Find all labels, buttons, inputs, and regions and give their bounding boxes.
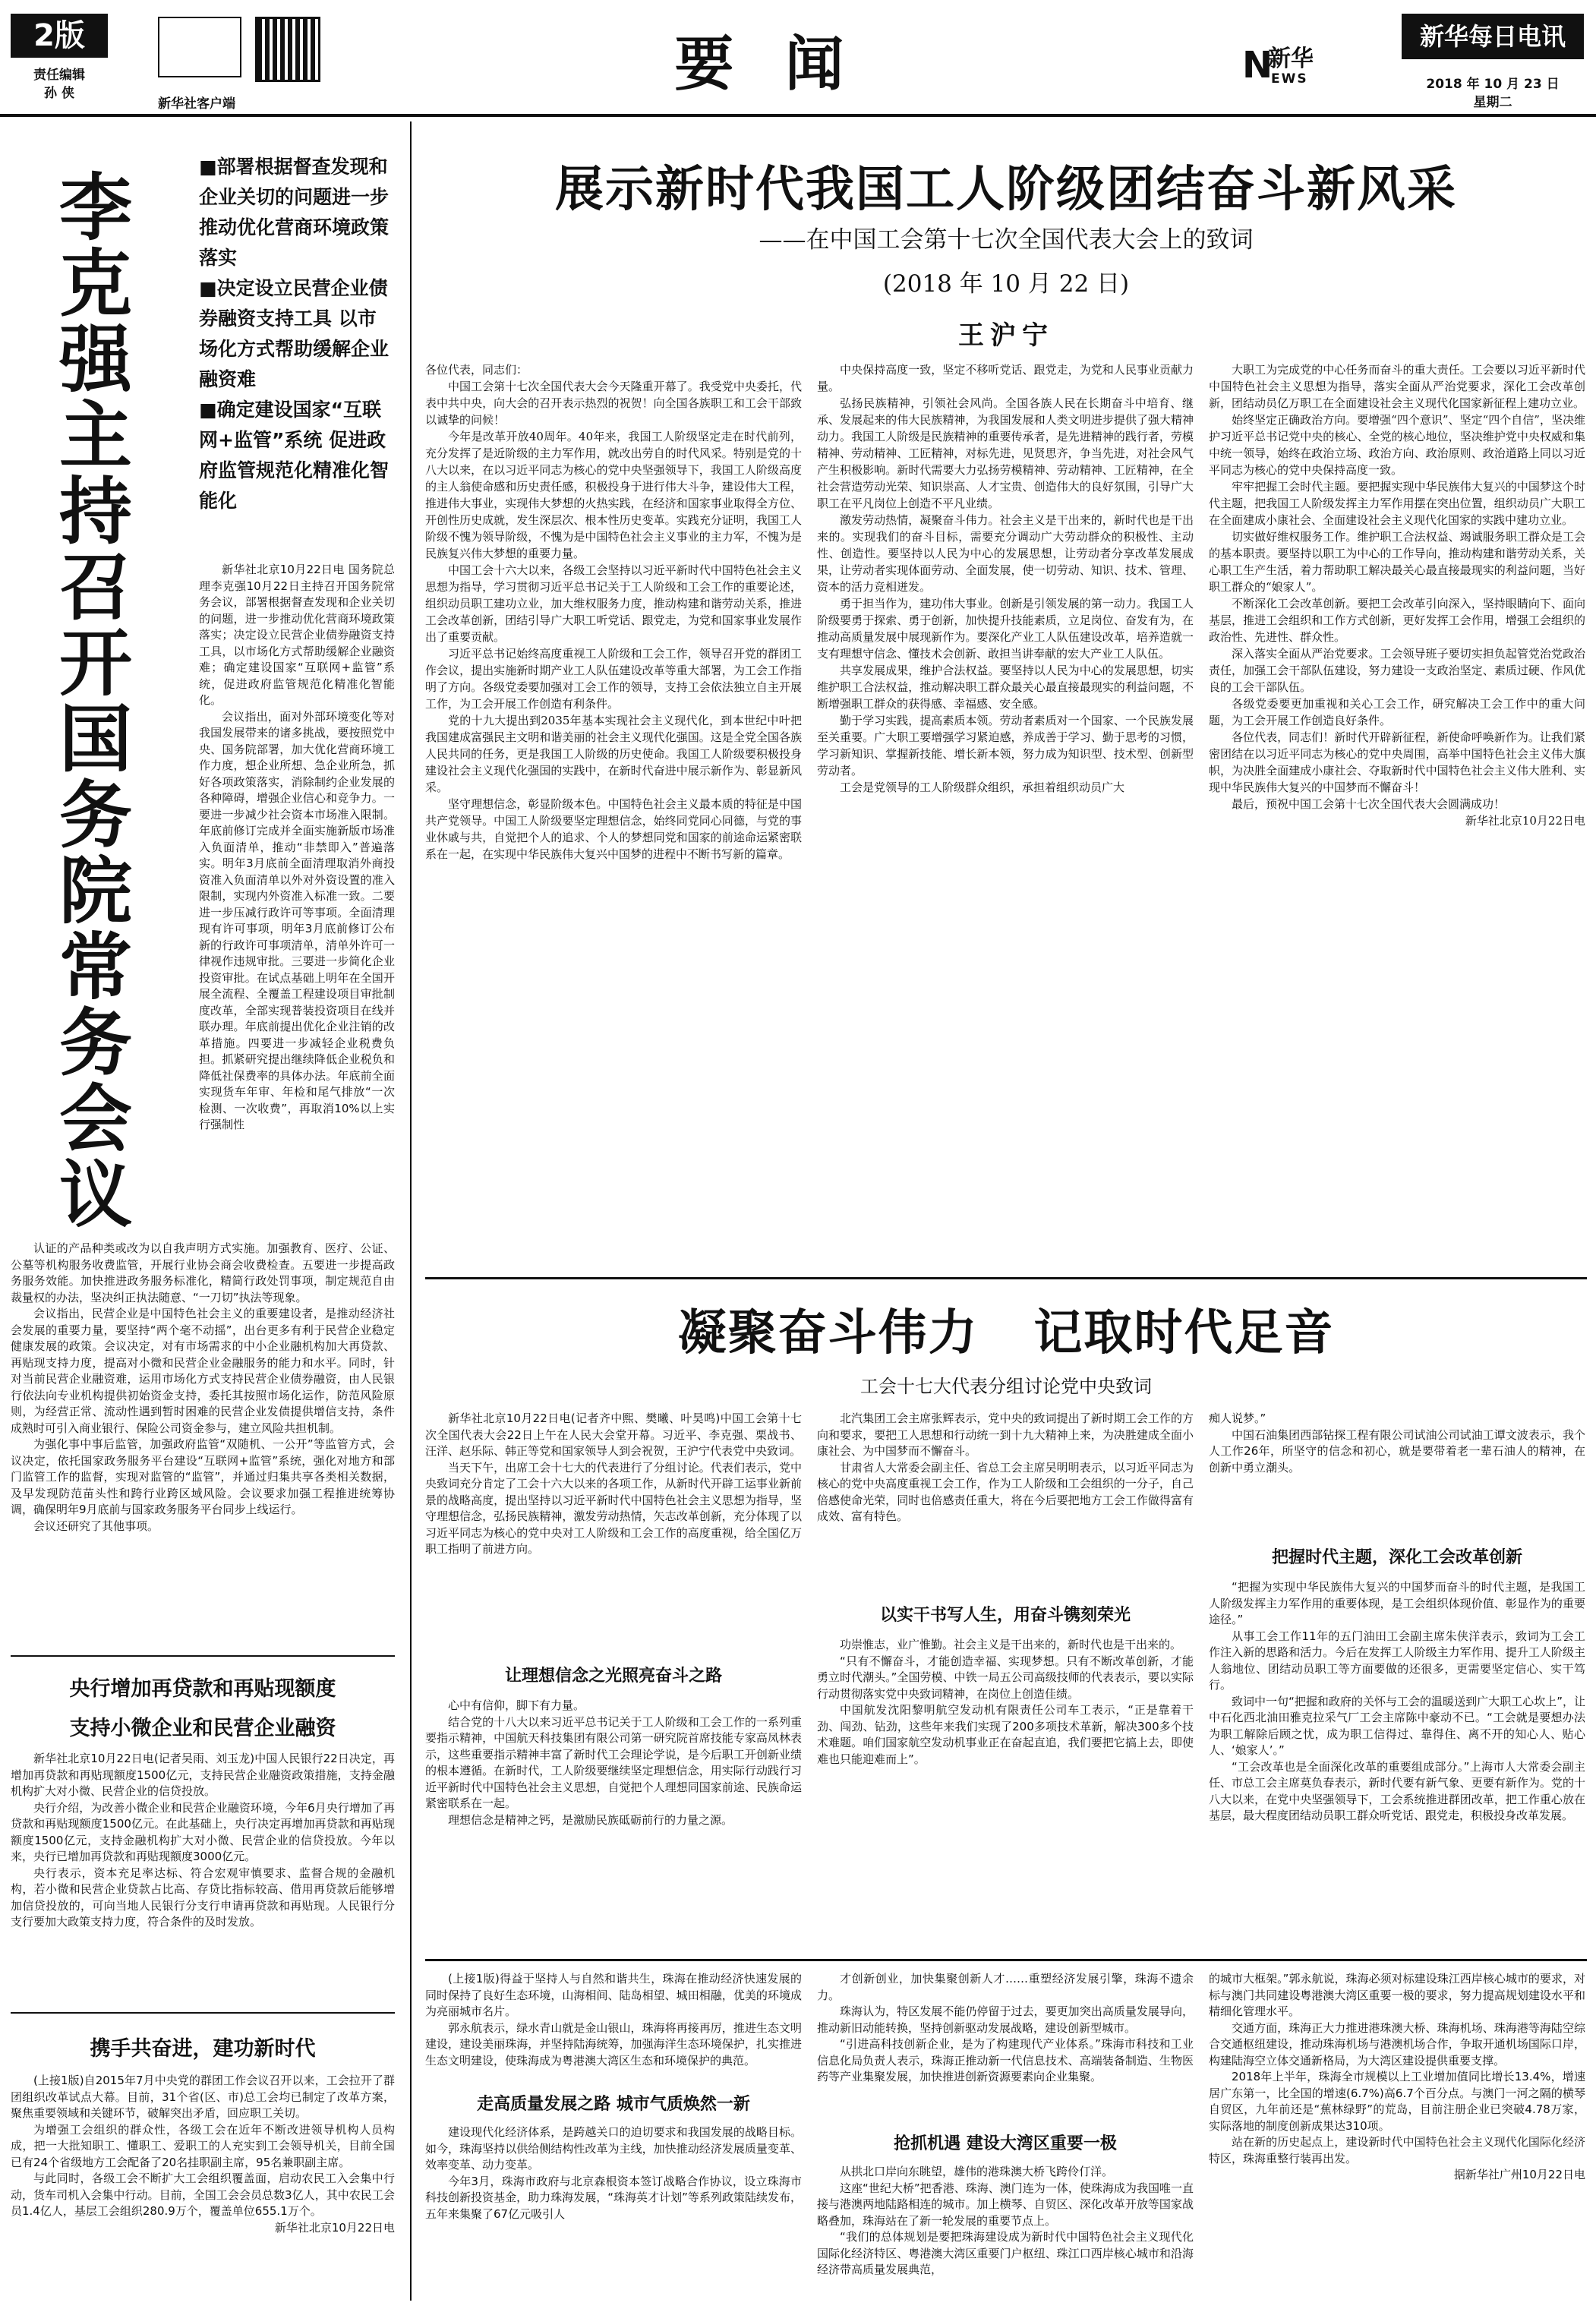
speech-c2-p3: 激发劳动热情，凝聚奋斗伟力。社会主义是干出来的，新时代也是干出来的。实现我们的奋斗目标，需要充分调动广大劳动群众的积极性、主动性、创造性。要坚持以人民为中心的发展思想，让劳动者分享改革发展成果，让劳动者实现体面劳动、全面发展，使一切劳动、知识、技术、管理、资本的活力竞相迸发。 [817,513,1194,594]
section-title: 要 闻 [674,30,860,99]
speech-c1-p7: 坚守理想信念，彰显阶级本色。中国特色社会主义最本质的特征是中国共产党领导。中国工人阶级要坚定理想信念，始终同党同心同德，与党的事业休戚与共，自觉把个人的追求、个人的梦想同党和国家的前途命运紧密联系在一起，在实现中华民族伟大复兴中国梦的进程中不断书写新的篇章。 [425,797,802,861]
speech-rule [425,1277,1587,1279]
editor-label: 责任编辑 [33,68,85,83]
speech-c3-p3: 牢牢把握工会时代主题。要把握实现中华民族伟大复兴的中国梦这个时代主题，把我国工人阶级发挥主力军作用摆在突出位置，组织动员广大职工在全面建成小康社会、全面建设社会主义现代化国家的实践中建功立业。 [1209,480,1585,527]
condense-c3b-p1: “把握为实现中华民族伟大复兴的中国梦而奋斗的时代主题，是我国工人阶级发挥主力军作用的重要体现，是工会组织体现价值、彰显作为的重要途径。” [1209,1580,1585,1626]
zhuhai-c2b-p3: “我们的总体规划是要把珠海建设成为新时代中国特色社会主义现代化国际化经济特区、粤港澳大湾区重要门户枢纽、珠江口西岸核心城市和沿海经济带高质量发展典范， [817,2230,1194,2276]
page-number: 2版 [33,18,85,53]
speech-subtitle: ——在中国工会第十七次全国代表大会上的致词 [759,226,1254,254]
condense-c3-p2: 中国石油集团西部钻探工程有限公司试油公司试油工谭文波表示，我个人工作26年，所坚守的信念和初心，就是要带着老一辈石油人的精神，在创新中勇立潮头。 [1209,1427,1585,1475]
loans-title-2: 支持小微企业和民营企业融资 [69,1717,336,1740]
loans-paragraph-3: 央行表示，资本充足率达标、符合宏观审慎要求、监督合规的金融机构，若小微和民营企业贷款占比高、存贷比指标较高、借用再贷款后能够增加信贷投放的，可向当地人民银行分支行申请再贷款和再贴现。人民银行分支行要加大政策支持力度，符合条件的及时发放。 [11,1866,395,1929]
issue-date: 2018 年 10 月 23 日 [1426,77,1560,92]
loans-paragraph-2: 央行介绍，为改善小微企业和民营企业融资环境，今年6月央行增加了再贷款和再贴现额度1500亿元。在此基础上，央行决定再增加再贷款和再贴现额度1500亿元，支持金融机构扩大对小微、民营企业的信贷投放。今年以来，央行已增加再贷款和再贴现额度3000亿元。 [11,1800,395,1863]
speech-c3-p5: 不断深化工会改革创新。要把工会改革引向深入，坚持眼睛向下、面向基层，推进工会组织和工作方式创新，更好发挥工会作用，增强工会组织的政治性、先进性、群众性。 [1209,597,1585,644]
condense-c1-p2: 当天下午，出席工会十七大的代表进行了分组讨论。代表们表示，党中央致词充分肯定了工会十六大以来的各项工作，从新时代开辟工运事业新前景的战略高度，提出坚持以习近平新时代中国特色社会主义思想为指导，坚守理想信念，弘扬民族精神，激发劳动热情，矢志改革创新，充分体现了以习近平同志为核心的党中央对工人阶级和工会工作的高度重视，给全国亿万职工指明了前进方向。 [425,1460,802,1556]
li-body-narrow [199,562,395,1238]
speech-c3-p7: 各级党委要更加重视和关心工会工作，研究解决工会工作中的重大问题，为工会开展工作创造良好条件。 [1209,697,1585,727]
li-paragraph-2: 会议指出，面对外部环境变化等对我国发展带来的诸多挑战，要按照党中央、国务院部署，加大优化营商环境工作力度，想企业所想、急企业所急，抓好各项政策落实，消除制约企业发展的各种障碍，增强企业信心和竞争力。一要进一步减少社会资本市场准入限制。年底前修订完成并全面实施新版市场准入负面清单，推动“非禁即入”普遍落实。明年3月底前全面清理取消外商投资准入负面清单以外对外资设置的准入限制，实现内外资准入标准一致。二要进一步压减行政许可等事项。全面清理现有许可事项，明年3月底前修订公布新的行政许可事项清单，清单外许可一律视作违规审批。三要进一步简化企业投资审批。在试点基础上明年在全国开展全流程、全覆盖工程建设项目审批制度改革，全部实现普装投资项目在线并联办理。年底前提出优化企业注销的改革措施。四要进一步减轻企业税费负担。抓紧研究提出继续降低企业税负和降低社保费率的具体办法。年底前全面实现货车年审、年检和尾气排放“一次检测、一次收费”，再取消10%以上实行强制性 [199,709,395,1131]
hand-paragraph-3: 与此同时，各级工会不断扩大工会组织覆盖面，启动农民工入会集中行动，货车司机入会集中行动。目前，全国工会会员总数3亿人，其中农民工会员1.4亿人，基层工会组织280.9万个，覆盖单位655.1万个。 [11,2172,395,2218]
speech-c1-p2: 中国工会第十七次全国代表大会今天隆重开幕了。我受党中央委托，代表中共中央，向大会的召开表示热烈的祝贺！向全国各族职工和工会干部致以诚挚的问候！ [425,380,802,427]
speech-c2-p7: 工会是党领导的工人阶级群众组织，承担着组织动员广大 [840,781,1125,794]
li-title: 李克强主持召开国务院常务会议 [59,165,132,1238]
issue-weekday: 星期二 [1473,95,1512,110]
column-divider [410,121,412,2301]
masthead [0,0,1596,121]
condense-c2-p1: 北汽集团工会主席张辉表示，党中央的致词提出了新时期工会工作的方向和要求，要把工人思想和行动统一到十九大精神上来，为决胜建成全面小康社会、为中国梦而不懈奋斗。 [817,1411,1194,1458]
condense-c1b-p1: 心中有信仰，脚下有力量。 [448,1699,585,1712]
hand-paragraph-1: (上接1版)自2015年7月中央党的群团工作会议召开以来，工会拉开了群团组织改革试点大幕。目前，31个省(区、市)总工会均已制定了改革方案，聚焦重要领域和关键环节，破解突出矛盾，回应职工关切。 [11,2074,395,2120]
speech-title: 展示新时代我国工人阶级团结奋斗新风采 [555,161,1457,218]
zhuhai-c1-p2: 郭永航表示，绿水青山就是金山银山，珠海将再接再厉，推进生态文明建设，建设美丽珠海，并坚持陆海统筹，加强海洋生态环境保护，扎实推进生态文明建设，使珠海成为粤港澳大湾区生态和环境保护的典范。 [425,2020,802,2068]
zhuhai-c1-p1: (上接1版)得益于坚持人与自然和谐共生，珠海在推动经济快速发展的同时保持了良好生态环境，山海相间、陆岛相望、城田相融，优美的环境成为亮丽城市名片。 [425,1972,802,2018]
zhuhai-c1b-p1: 建设现代化经济体系，是跨越关口的迫切要求和我国发展的战略目标。如今，珠海坚持以供给侧结构性改革为主线，加快推动经济发展质量变革、效率变革、动力变革。 [425,2125,802,2172]
speech-c2-p5: 共享发展成果，维护合法权益。要坚持以人民为中心的发展思想，切实维护职工合法权益，推动解决职工群众最关心最直接最现实的利益问题，不断增强职工群众的获得感、幸福感、安全感。 [817,664,1194,711]
condense-c1-p1: 新华社北京10月22日电(记者齐中熙、樊曦、叶昊鸣)中国工会第十七次全国代表大会22日上午在人民大会堂开幕。习近平、李克强、栗战书、汪洋、赵乐际、韩正等党和国家领导人到会祝贺，王沪宁代表党中央致词。 [425,1411,802,1458]
condense-c1b-p3: 理想信念是精神之钙，是激励民族砥砺前行的力量之源。 [448,1812,733,1827]
li-paragraph-6: 会议还研究了其他事项。 [33,1519,159,1533]
speech-c3-p4: 切实做好维权服务工作。维护职工合法权益、竭诚服务职工群众是工会的基本职责。要坚持以职工为中心的工作导向，推动构建和谐劳动关系，关心职工生产生活，着力帮助职工解决最关心最直接最现实的利益问题，当好职工群众的“娘家人”。 [1209,530,1585,594]
speech-column-3 [1209,361,1585,1265]
hand-dateline: 新华社北京10月22日电 [274,2220,395,2235]
li-paragraph-1: 新华社北京10月22日电 国务院总理李克强10月22日主持召开国务院常务会议，部署根据督查发现和企业关切的问题，进一步推动优化营商环境政策落实；决定设立民营企业债券融资支持工具，以市场化方式帮助缓解企业融资难；确定建设国家“互联网+监管”系统，促进政府监管规范化精准化智能化。 [199,563,395,707]
condense-column-1b [425,1698,802,1948]
condense-c1b-p2: 结合党的十八大以来习近平总书记关于工人阶级和工会工作的一系列重要指示精神，中国航天科技集团有限公司第一研究院首席技能专家高凤林表示，这些重要指示精神丰富了新时代工会理论学说，是今后职工开创新业绩的根本遵循。在新时代，工人阶级要继续坚定理想信念，用实际行动践行习近平新时代中国特色社会主义思想，自觉把个人理想同国家前途、民族命运紧密联系在一起。 [425,1714,802,1810]
xinhua-logo [158,17,241,77]
masthead-rule [0,114,1596,117]
condense-column-3b [1209,1579,1585,1948]
loans-paragraph-1: 新华社北京10月22日电(记者吴雨、刘玉龙)中国人民银行22日决定，再增加再贷款和再贴现额度1500亿元，支持民营企业融资政策措施，支持金融机构扩大对小微、民营企业的信贷投放。 [11,1752,395,1798]
zhuhai-c2-p2: 珠海认为，特区发展不能仍停留于过去，要更加突出高质量发展导向，推动新旧动能转换，坚持创新驱动发展战略，建设创新型城市。 [817,2004,1194,2035]
page-number-box [11,14,108,58]
condense-column-2b [817,1637,1194,1948]
left-rule-2 [11,2012,395,2014]
zhuhai-c1b-p2: 今年3月，珠海市政府与北京森根资本签订战略合作协议，设立珠海市科技创新投资基金，助力珠海发展，“珠海英才计划”等系列政策陆续发布，五年来集聚了67亿元吸引人 [425,2174,802,2221]
li-paragraph-4: 会议指出，民营企业是中国特色社会主义的重要建设者，是推动经济社会发展的重要力量，要坚持“两个毫不动摇”，出台更多有利于民营企业稳定健康发展的政策。会议决定，对有市场需求的中小企业融机构加大再贷款、再贴现支持力度，提高对小微和民营企业金融服务的能力和水平。同时，针对当前民营企业融资难，运用市场化方式支持民营企业债券融资，由人民银行依法向专业机构提供初始资金支持，委托其按照市场化运作，防范风险原则，为经营正常、流动性遇到暂时困难的民营企业发债提供增信支持，条件成熟时可引入商业银行、保险公司资金参与，建立风险共担机制。 [11,1307,395,1435]
speech-c2-p2: 弘扬民族精神，引领社会风尚。全国各族人民在长期奋斗中培育、继承、发展起来的伟大民族精神，为我国发展和人类文明进步提供了强大精神动力。我国工人阶级是民族精神的重要传承者，是先进精神的践行者，劳模精神、劳动精神、工匠精神，对标先进，见贤思齐，争当先进，对社会风气产生积极影响。新时代需要大力弘扬劳模精神、劳动精神、工匠精神，在全社会营造劳动光荣、知识崇高、人才宝贵、创造伟大的良好氛围，引导广大职工在平凡岗位上创造不平凡业绩。 [817,396,1194,510]
condense-c3b-p4: “工会改革也是全面深化改革的重要组成部分。”上海市人大常委会副主任、市总工会主席莫负春表示，新时代要有新气象、更要有新作为。党的十八大以来，在党中央坚强领导下，工会系统推进群团改革，把工作重心放在基层，最大程度团结动员职工群众听党话、跟党走，积极投身改革发展。 [1209,1759,1585,1822]
speech-date: (2018 年 10 月 22 日) [882,270,1130,298]
zhuhai-c2-p3: “引进高科技创新企业，是为了构建现代产业体系。”珠海市科技和工业信息化局负责人表示，珠海正推动新一代信息技术、高端装备制造、生物医药等产业集聚发展，加快推进创新资源要素向企业集聚。 [817,2037,1194,2083]
zhuhai-c3-p4: 站在新的历史起点上，建设新时代中国特色社会主义现代化国际化经济特区，珠海重整行装再出发。 [1209,2135,1585,2165]
zhuhai-column-1 [425,1971,802,2085]
speech-c2-p1: 中央保持高度一致，坚定不移听党话、跟党走，为党和人民事业贡献力量。 [817,363,1194,393]
speech-c1-p4: 中国工会十六大以来，各级工会坚持以习近平新时代中国特色社会主义思想为指导，学习贯彻习近平总书记关于工人阶级和工会工作的重要论述，组织动员职工建功立业，加大维权服务力度，推动构建和谐劳动关系，推进工会改革创新，团结引导广大职工听党话、跟党走，为党和国家事业发展作出了重要贡献。 [425,563,802,644]
condense-c3b-p3: 致词中一句“把握和政府的关怀与工会的温暖送到广大职工心坎上”，让中石化西北油田雅克拉采气厂工会主席陈中豪动不已。“工会就是要想办法为职工解除后顾之忧，成为职工信得过、靠得住、离不开的知心人、贴心人、‘娘家人’。” [1209,1694,1585,1757]
zhuhai-dateline: 据新华社广州10月22日电 [1453,2168,1585,2181]
zhuhai-column-3 [1209,1971,1585,2301]
news-logo-icon [1242,36,1318,97]
zhuhai-c2-p1: 才创新创业，加快集聚创新人才……重塑经济发展引擎，珠海不遗余力。 [817,1972,1194,2002]
editor-name: 孙 侠 [44,86,74,101]
loans-title-1: 央行增加再贷款和再贴现额度 [69,1677,336,1701]
zhuhai-column-2b [817,2164,1194,2301]
qr-code-icon[interactable] [255,17,320,82]
li-bullet-2: ■决定设立民营企业债券融资支持工具 以市场化方式帮助缓解企业融资难 [199,277,390,390]
zhuhai-column-2 [817,1971,1194,2123]
condense-c2b-p3: 中国航发沈阳黎明航空发动机有限责任公司车工表示，“正是靠着干劲、闯劲、钻劲，这些年来我们实现了200多项技术革新，解决300多个技术难题。咱们国家航空发动机事业正在奋起直追，我们要把它搞上去，即使难也只能迎难而上”。 [817,1703,1194,1766]
speech-c3-p8: 各位代表，同志们！新时代开辟新征程，新使命呼唤新作为。让我们紧密团结在以习近平同志为核心的党中央周围，高举中国特色社会主义伟大旗帜，为决胜全面建成小康社会、夺取新时代中国特色社会主义伟大胜利、实现中华民族伟大复兴的中国梦而不懈奋斗！ [1209,730,1585,794]
hand-paragraph-2: 为增强工会组织的群众性，各级工会在近年不断改进领导机构人员构成，把一大批知职工、懂职工、爱职工的人充实到工会领导机关，目前全国已有24个省级地方工会配备了20名挂职副主席，95名兼职副主席。 [11,2122,395,2169]
paper-name-box [1402,14,1584,59]
li-paragraph-3: 认证的产品种类或改为以自我声明方式实施。加强教育、医疗、公证、公墓等机构服务收费监管，开展行业协会商会收费检查。五要进一步提高政务服务效能。加快推进政务服务标准化，精简行政处罚事项，制定规范自由裁量权的办法，坚决纠正执法随意、“一刀切”执法等现象。 [11,1241,395,1304]
li-bullet-1: ■部署根据督查发现和企业关切的问题进一步推动优化营商环境政策落实 [199,156,390,269]
zhuhai-c2b-p1: 从拱北口岸向东眺望，雄伟的港珠澳大桥飞跨伶仃洋。 [840,2165,1114,2178]
condense-c2b-p2: “只有不懈奋斗，才能创造幸福、实现梦想。只有不断改革创新，才能勇立时代潮头。”全国劳模、中铁一局五公司高级技师的代表表示，要以实际行动贯彻落实党中央致词精神，在岗位上创造佳绩。 [817,1654,1194,1701]
condense-column-1 [425,1411,802,1651]
condense-subtitle: 工会十七大代表分组讨论党中央致词 [860,1376,1152,1397]
condense-sub-1: 让理想信念之光照亮奋斗之路 [504,1667,722,1686]
condense-rule [425,1959,1587,1961]
speech-c2-p4: 勇于担当作为，建功伟大事业。创新是引领发展的第一动力。我国工人阶级要勇于探索、勇于创新，加快提升技能素质，立足岗位、奋发有为，在推动高质量发展中展现新作为。要深化产业工人队伍建设改革，培养造就一支有理想守信念、懂技术会创新、敢担当讲奉献的宏大产业工人队伍。 [817,597,1194,661]
speech-c1-p3: 今年是改革开放40周年。40年来，我国工人阶级坚定走在时代前列，充分发挥了是近阶级的主力军作用，就改出劳自的时代风采。特别是党的十八大以来，在以习近平同志为核心的党中央坚强领导下，我国工人阶级高度的主人翁使命感和历史责任感，积极投身于进行伟大斗争，建设伟大工程，推进伟大事业，实现伟大梦想的火热实践，在经济和国家事业取得全方位、开创性历史成就，发生深层次、根本性历史变革。实践充分证明，我国工人阶级不愧为领导阶级，不愧为是中国特色社会主义事业的主力军，不愧为是民族复兴伟大梦想的重要力量。 [425,430,802,560]
speech-c3-p6: 深入落实全面从严治党要求。工会领导班子要切实担负起管党治党政治责任，加强工会干部队伍建设，努力建设一支政治坚定、素质过硬、作风优良的工会干部队伍。 [1209,647,1585,694]
condense-c2b-p1: 功崇惟志，业广惟勤。社会主义是干出来的，新时代也是干出来的。 [840,1638,1182,1651]
left-rule-1 [11,1655,395,1657]
condense-sub-2: 以实干书写人生，用奋斗镌刻荣光 [879,1606,1131,1625]
zhuhai-c3-p2: 交通方面，珠海正大力推进港珠澳大桥、珠海机场、珠海港等海陆空综合交通枢纽建设，推动珠海机场与港澳机场合作，争取开通机场国际口岸，构建陆海空立体交通新格局，为大湾区建设提供重要支撑。 [1209,2020,1585,2068]
li-paragraph-5: 为强化事中事后监管，加强政府监管“双随机、一公开”等监管方式，会议决定，依托国家政务服务平台建设“互联网+监管”系统，强化对地方和部门监管工作的监督，实现对监管的“监管”，并通过归集共享各类相关数据，及早发现防范苗头性和跨行业跨区域风险。会议要求加强工程推进统筹协调，确保明年9月底前与国家政务服务平台同步上线运行。 [11,1437,395,1516]
zhuhai-c3-p1: 的城市大框架。”郭永航说，珠海必须对标建设珠江西岸核心城市的要求，对标与澳门共同建设粤港澳大湾区重要一极的要求，努力提高规划建设水平和精细化管理水平。 [1209,1972,1585,2018]
li-bullet-3: ■确定建设国家“互联网+监管”系统 促进政府监管规范化精准化智能化 [199,399,390,512]
speech-c2-p6: 勤于学习实践，提高素质本领。劳动者素质对一个国家、一个民族发展至关重要。广大职工要增强学习紧迫感，养成善于学习、勤于思考的习惯，学习新知识、掌握新技能、增长新本领，努力成为知识型、技术型、创新型劳动者。 [817,714,1194,778]
speech-c3-p2: 始终坚定正确政治方向。要增强“四个意识”、坚定“四个自信”，坚决维护习近平总书记党中央的核心、全党的核心地位，坚决维护党中央权威和集中统一领导，始终在政治立场、政治方向、政治原则、政治道路上同以习近平同志为核心的党中央保持高度一致。 [1209,413,1585,477]
zhuhai-column-1b [425,2124,802,2301]
news-logo-n: N [1242,44,1273,87]
condense-column-3 [1209,1411,1585,1540]
news-logo-text: 新华 [1268,46,1314,72]
li-bullets [199,152,395,516]
speech-c1-p5: 习近平总书记始终高度重视工人阶级和工会工作，领导召开党的群团工作会议，提出实施新时期产业工人队伍建设改革等重大部署，为工会工作指明了方向。各级党委要加强对工会工作的领导，支持工会依法独立自主开展工作，为工会开展工作创造有利条件。 [425,647,802,711]
zhuhai-c3-p3: 2018年上半年，珠海全市规模以上工业增加值同比增长13.4%，增速居广东第一，比全国的增速(6.7%)高6.7个百分点。与澳门一河之隔的横琴自贸区，九年前还是“蕉林绿野”的荒岛，目前注册企业已突破4.78万家，实际落地的制度创新成果达310项。 [1209,2070,1585,2133]
condense-sub-3: 把握时代主题，深化工会改革创新 [1271,1548,1522,1567]
app-label: 新华社客户端 [158,96,235,112]
condense-c3-p1: 痴人说梦。” [1209,1411,1266,1425]
speech-c3-p9: 最后，预祝中国工会第十七次全国代表大会圆满成功！ [1232,797,1506,811]
hand-title: 携手共奋进，建功新时代 [90,2037,316,2061]
zhuhai-sub-2: 抢抓机遇 建设大湾区重要一极 [894,2134,1117,2153]
speech-c3-p1: 大职工为完成党的中心任务而奋斗的重大责任。工会要以习近平新时代中国特色社会主义思想为指导，落实全面从严治党要求，深化工会改革创新，团结动员亿万职工在全面建设社会主义现代化国家新征程上建功立业。 [1209,363,1585,410]
speech-column-2 [817,361,1194,1265]
condense-column-2 [817,1411,1194,1585]
paper-name: 新华每日电讯 [1419,22,1566,51]
speech-column-1 [425,361,802,1265]
speech-c1-p1: 各位代表，同志们： [425,363,528,377]
condense-c3b-p2: 从事工会工作11年的五门油田工会副主席朱侠洋表示，致词为工会工作注入新的思路和活力。今后在发挥工人阶级主力军作用、提升工人阶级主人翁地位、团结动员职工等方面要做的还很多，更需要坚定信心、实干笃行。 [1209,1629,1585,1692]
news-logo-en: EWS [1271,71,1308,87]
condense-title: 凝聚奋斗伟力 记取时代足音 [677,1304,1335,1361]
hand-body [11,2073,395,2301]
speech-author: 王沪宁 [958,320,1054,351]
loans-body [11,1751,395,1979]
zhuhai-sub-1: 走高质量发展之路 城市气质焕然一新 [477,2095,750,2114]
zhuhai-c2b-p2: 这座“世纪大桥”把香港、珠海、澳门连为一体，使珠海成为我国唯一直接与港澳两地陆路相连的城市。加上横琴、自贸区、深化改革开放等国家战略叠加，珠海站在了新一轮发展的重要节点上。 [817,2181,1194,2228]
li-body-wide [11,1241,395,1635]
speech-c1-p6: 党的十九大提出到2035年基本实现社会主义现代化，到本世纪中叶把我国建成富强民主文明和谐美丽的社会主义现代化强国。这是全党全国各族人民共同的任务，更是我国工人阶级的历史使命。我国工人阶级要积极投身建设社会主义现代化强国的实践中，在新时代奋进中展示新作为、彰显新风采。 [425,714,802,794]
speech-dateline: 新华社北京10月22日电 [1465,814,1585,828]
condense-c2-p2: 甘肃省人大常委会副主任、省总工会主席吴明明表示，以习近平同志为核心的党中央高度重视工会工作，作为工人阶级和工会组织的一分子，自己倍感使命光荣，同时也倍感责任重大，将在今后要把地方工会工作做得富有成效、富有特色。 [817,1460,1194,1523]
